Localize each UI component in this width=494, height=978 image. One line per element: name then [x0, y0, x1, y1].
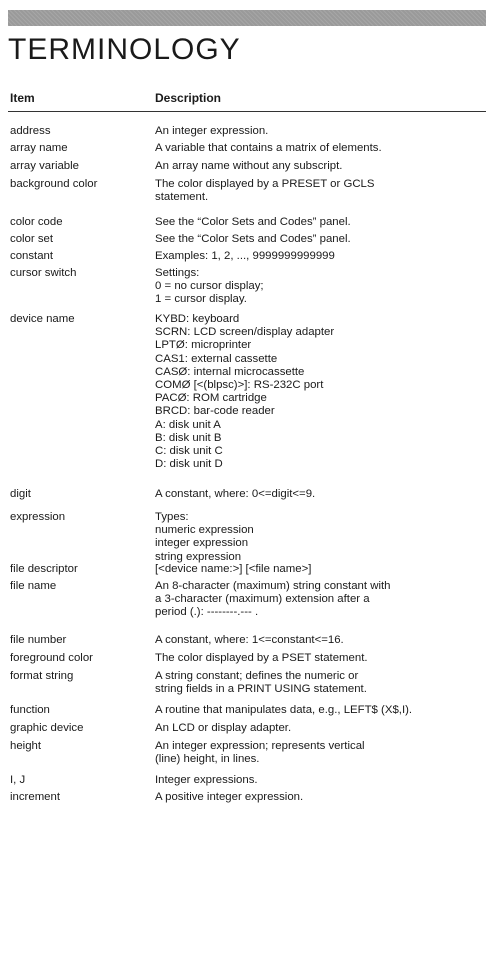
- description-line: 0 = no cursor display;: [155, 280, 264, 293]
- term-label: array name: [10, 142, 68, 154]
- term-description: [155, 160, 485, 173]
- term-description: [155, 233, 485, 246]
- term-label: device name: [10, 313, 75, 325]
- term-description: [155, 142, 485, 155]
- term-label: foreground color: [10, 652, 93, 664]
- description-line: An LCD or display adapter.: [155, 722, 292, 734]
- term-label: file number: [10, 634, 67, 646]
- term-description: [155, 652, 485, 665]
- description-line: A constant, where: 0<=digit<=9.: [155, 488, 316, 500]
- description-line: CAS1: external cassette: [155, 352, 278, 365]
- term-label: digit: [10, 488, 31, 500]
- description-line: See the “Color Sets and Codes” panel.: [155, 216, 351, 228]
- description-line: LPTØ: microprinter: [155, 339, 252, 352]
- term-label: cursor switch: [10, 267, 77, 279]
- description-line: (line) height, in lines.: [155, 753, 260, 766]
- description-line: string expression: [155, 550, 242, 563]
- description-line: An integer expression; represents vertical: [155, 740, 365, 752]
- description-line: Integer expressions.: [155, 774, 258, 786]
- term-description: [155, 791, 485, 804]
- term-label: I, J: [10, 774, 26, 786]
- description-line: An integer expression.: [155, 125, 269, 137]
- description-line: string fields in a PRINT USING statement.: [155, 683, 367, 696]
- term-description: [155, 670, 485, 696]
- term-description: [155, 267, 485, 307]
- description-line: CASØ: internal microcassette: [155, 365, 305, 378]
- description-line: See the “Color Sets and Codes” panel.: [155, 233, 351, 245]
- description-line: A constant, where: 1<=constant<=16.: [155, 634, 344, 646]
- term-description: [155, 511, 485, 564]
- term-description: [155, 704, 485, 717]
- term-description: [155, 722, 485, 735]
- term-label: format string: [10, 670, 74, 682]
- description-line: D: disk unit D: [155, 458, 223, 471]
- description-line: SCRN: LCD screen/display adapter: [155, 326, 335, 339]
- term-description: [155, 563, 485, 576]
- description-line: The color displayed by a PRESET or GCLS: [155, 178, 375, 190]
- term-label: increment: [10, 791, 61, 803]
- description-line: B: disk unit B: [155, 431, 222, 444]
- term-description: [155, 250, 485, 263]
- term-description: [155, 488, 485, 501]
- term-label: function: [10, 704, 50, 716]
- description-line: period (.): --------.--- .: [155, 606, 259, 619]
- term-label: file name: [10, 580, 57, 592]
- description-line: A routine that manipulates data, e.g., LEFT$ (X$,I).: [155, 704, 413, 716]
- description-line: PACØ: ROM cartridge: [155, 392, 267, 405]
- term-label: height: [10, 740, 42, 752]
- term-description: [155, 634, 485, 647]
- description-line: KYBD: keyboard: [155, 313, 240, 325]
- description-line: integer expression: [155, 537, 249, 550]
- description-line: numeric expression: [155, 524, 254, 537]
- description-line: statement.: [155, 191, 209, 204]
- term-label: background color: [10, 178, 98, 190]
- term-description: [155, 125, 485, 138]
- description-line: A: disk unit A: [155, 418, 221, 431]
- term-label: graphic device: [10, 722, 84, 734]
- description-line: Settings:: [155, 267, 200, 279]
- description-line: C: disk unit C: [155, 445, 223, 458]
- description-line: A positive integer expression.: [155, 791, 304, 803]
- column-header-item: Item: [10, 91, 35, 105]
- description-line: COMØ [<(blpsc)>]: RS-232C port: [155, 379, 324, 392]
- term-description: [155, 580, 485, 620]
- description-line: a 3-character (maximum) extension after a: [155, 593, 370, 606]
- description-line: BRCD: bar-code reader: [155, 405, 275, 418]
- description-line: An array name without any subscript.: [155, 160, 343, 172]
- description-line: Types:: [155, 511, 189, 523]
- description-line: The color displayed by a PSET statement.: [155, 652, 368, 664]
- description-line: [<device name:>] [<file name>]: [155, 563, 312, 575]
- term-label: array variable: [10, 160, 80, 172]
- description-line: Examples: 1, 2, ..., 9999999999999: [155, 250, 335, 262]
- term-label: constant: [10, 250, 54, 262]
- term-description: [155, 216, 485, 229]
- description-line: 1 = cursor display.: [155, 293, 247, 306]
- description-line: A string constant; defines the numeric or: [155, 670, 359, 682]
- term-label: color set: [10, 233, 54, 245]
- term-label: address: [10, 125, 51, 137]
- column-header-description: Description: [155, 91, 222, 105]
- term-label: color code: [10, 216, 63, 228]
- description-line: An 8-character (maximum) string constant with: [155, 580, 391, 592]
- term-description: [155, 774, 485, 787]
- term-description: [155, 313, 485, 471]
- page-title: TERMINOLOGY: [8, 33, 241, 66]
- term-label: file descriptor: [10, 563, 78, 575]
- term-description: [155, 178, 485, 204]
- term-description: [155, 740, 485, 766]
- term-label: expression: [10, 511, 66, 523]
- description-line: A variable that contains a matrix of elements.: [155, 142, 382, 154]
